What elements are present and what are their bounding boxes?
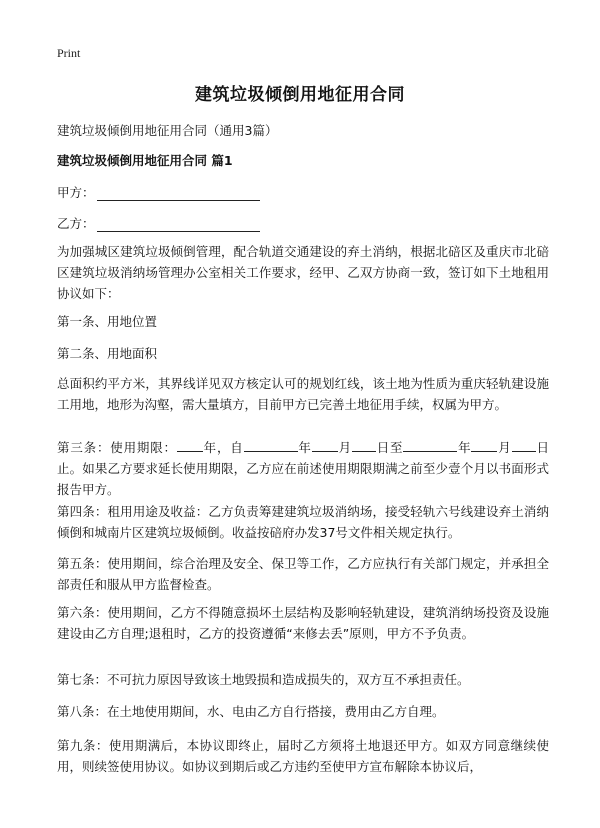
clause-8-paragraph: 第八条：在土地使用期间，水、电由乙方自行搭接，费用由乙方自理。 — [57, 704, 445, 719]
blank-start-year — [244, 437, 298, 452]
print-label[interactable]: Print — [57, 46, 81, 60]
blank-start-day — [352, 437, 376, 452]
blank-start-month — [312, 437, 338, 452]
clause-3-month: 月 — [337, 440, 352, 455]
clause-2-heading: 第二条、用地面积 — [57, 346, 158, 361]
clause-9-paragraph: 第九条：使用期满后，本协议即终止，届时乙方须将土地退还甲方。如双方同意继续使用，则续签使用协议。如协议到期后或乙方违约至使甲方宣布解除本协议后， — [57, 738, 549, 774]
party-b-label: 乙方： — [57, 216, 95, 231]
blank-years — [177, 437, 203, 452]
document-title: 建筑垃圾倾倒用地征用合同 — [195, 85, 405, 105]
clause-6-paragraph: 第六条：使用期间，乙方不得随意损坏土层结构及影响轻轨建设，建筑消纳场投资及设施建设由乙方自理;退租时，乙方的投资遵循“来修去丢”原则，甲方不予负责。 — [57, 605, 549, 641]
clause-7-paragraph: 第七条：不可抗力原因导致该土地毁损和造成损失的，双方互不承担责任。 — [57, 672, 470, 687]
blank-end-year — [403, 437, 457, 452]
clause-3-year-word: 年，自 — [202, 440, 244, 455]
blank-end-month — [471, 437, 497, 452]
party-b-blank — [97, 218, 260, 232]
clause-3-lead: 第三条：使用期限： — [57, 440, 177, 455]
clause-3-month2: 月 — [497, 440, 512, 455]
clause-3-day-to: 日至 — [375, 440, 404, 455]
clause-3-paragraph — [57, 437, 549, 500]
clause-5-paragraph: 第五条：使用期间，综合治理及安全、保卫等工作，乙方应执行有关部门规定，并承担全部责任和服从甲方监督检查。 — [57, 556, 549, 592]
blank-end-day — [512, 437, 536, 452]
section-heading: 建筑垃圾倾倒用地征用合同 篇1 — [57, 153, 233, 168]
clause-3-year2: 年 — [457, 440, 472, 455]
area-paragraph: 总面积约平方米，其界线详见双方核定认可的规划红线，该土地为性质为重庆轻轨建设施工用地，地形为沟壑，需大量填方，目前甲方已完善土地征用手续，权属为甲方。 — [57, 376, 549, 412]
party-a-line — [57, 183, 260, 201]
party-a-label: 甲方： — [57, 185, 95, 200]
party-a-blank — [97, 187, 260, 201]
clause-3-rest: 日止。如果乙方要求延长使用期限，乙方应在前述使用期限期满之前至少壹个月以书面形式报告甲方。 — [57, 440, 549, 497]
party-b-line — [57, 214, 260, 232]
intro-paragraph: 为加强城区建筑垃圾倾倒管理，配合轨道交通建设的弃土消纳，根据北碚区及重庆市北碚区建筑垃圾消纳场管理办公室相关工作要求，经甲、乙双方协商一致，签订如下土地租用协议如下： — [57, 244, 549, 301]
clause-1-heading: 第一条、用地位置 — [57, 314, 158, 329]
document-subtitle: 建筑垃圾倾倒用地征用合同（通用3篇） — [57, 123, 278, 138]
clause-4-paragraph: 第四条：租用用途及收益：乙方负责筹建建筑垃圾消纳场，接受轻轨六号线建设弃土消纳倾倒和城南片区建筑垃圾倾倒。收益按碚府办发37号文件相关规定执行。 — [57, 504, 549, 540]
clause-3-year: 年 — [297, 440, 312, 455]
